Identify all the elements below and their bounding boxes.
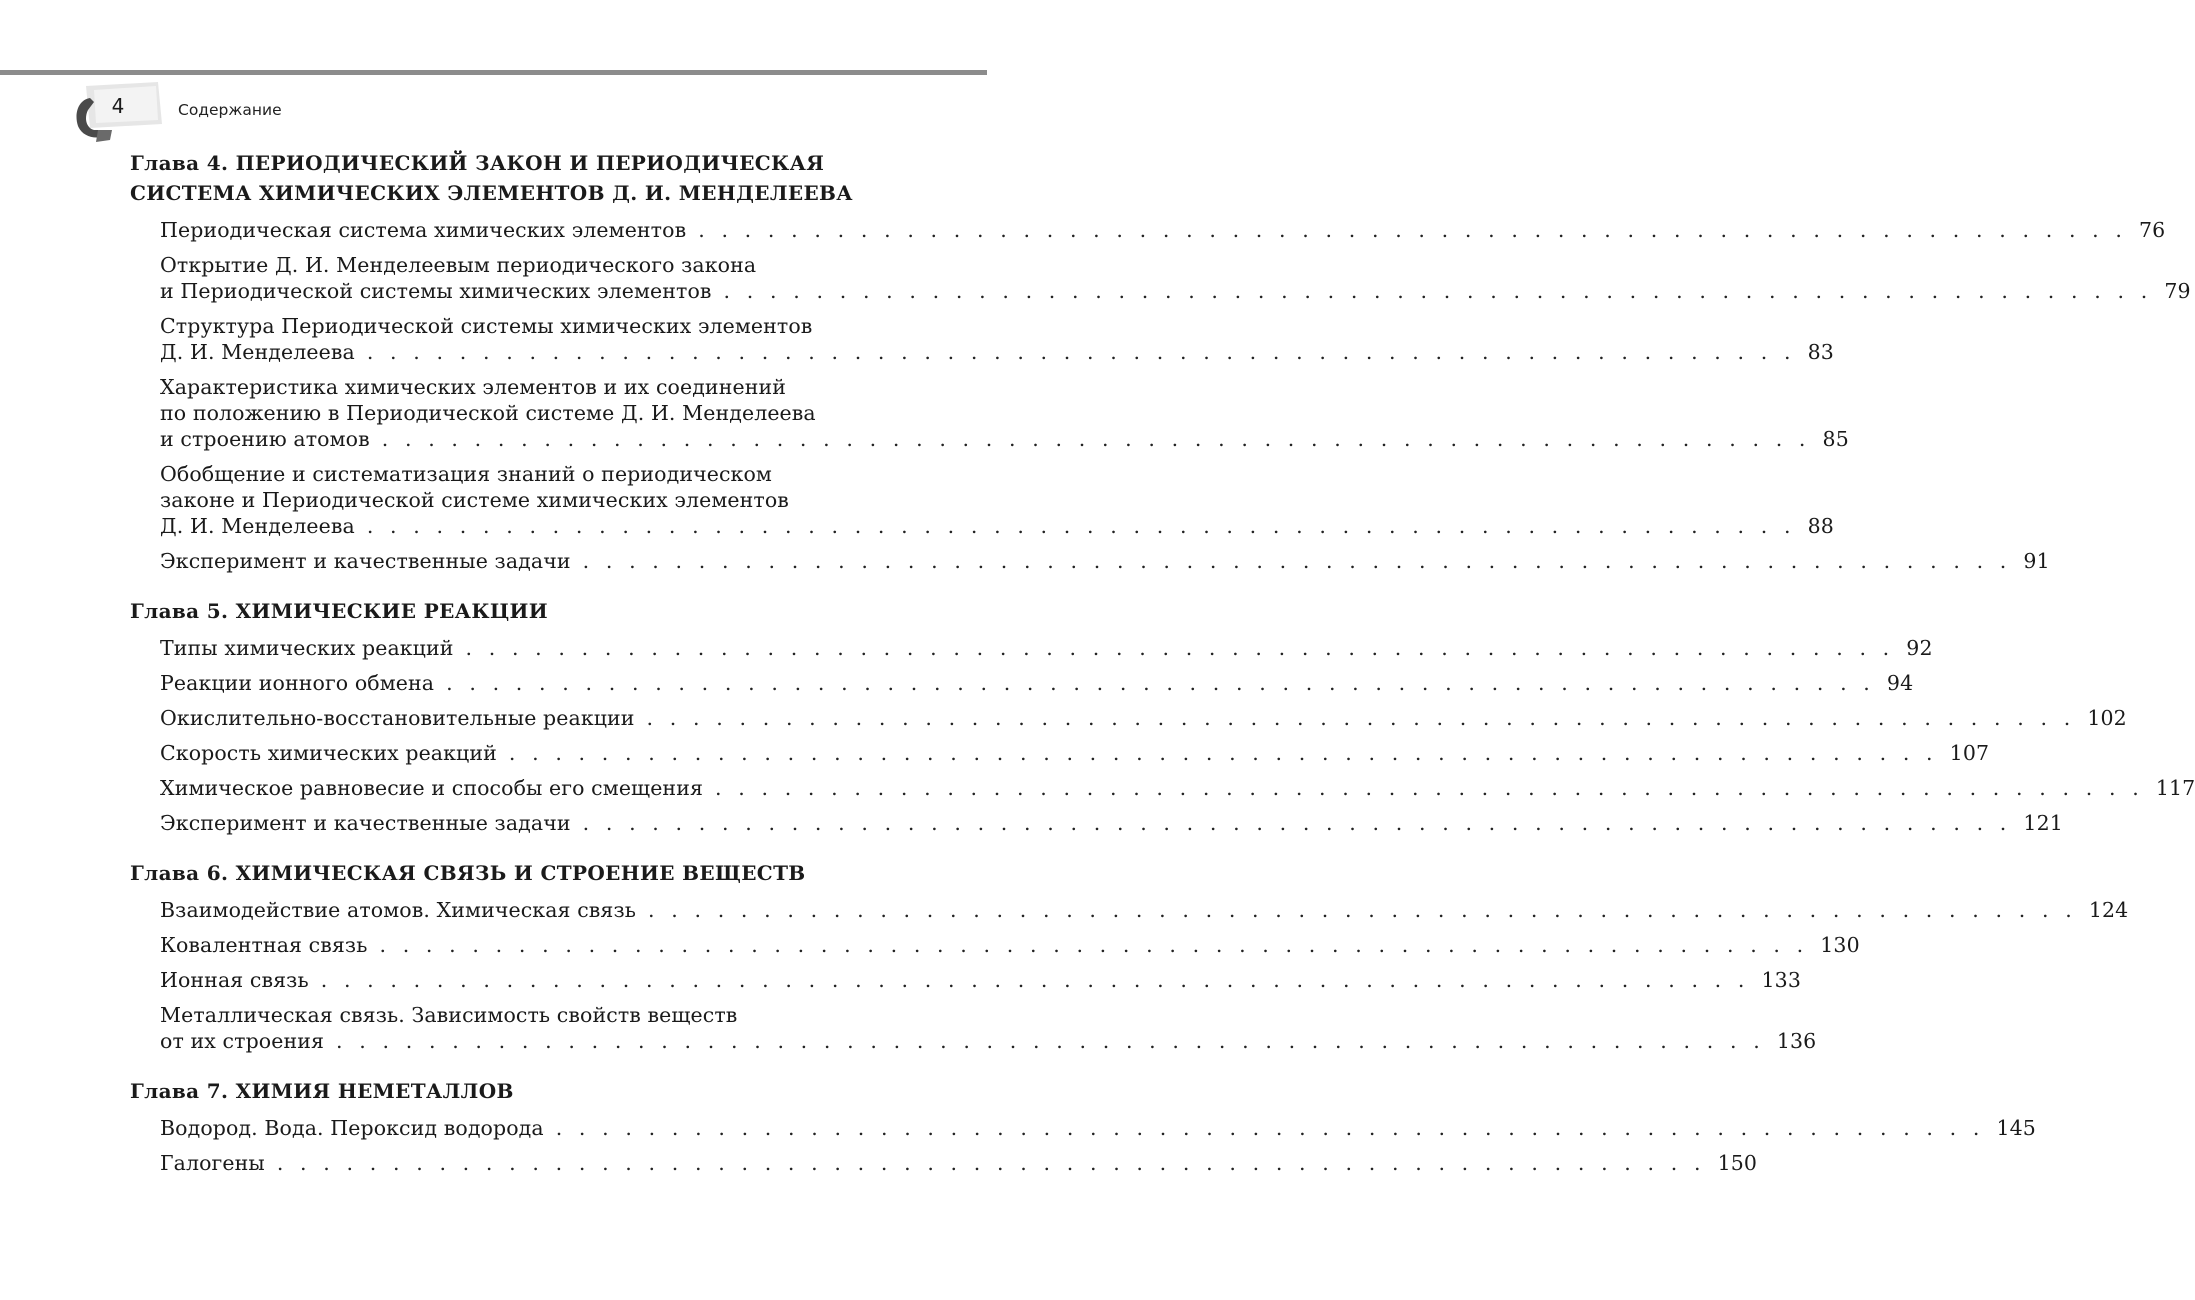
entry-title-line: Водород. Вода. Пероксид водорода xyxy=(160,1115,544,1140)
page-number: 4 xyxy=(111,94,125,118)
entry-title-line: по положению в Периодической системе Д. И. Менделеева xyxy=(160,400,816,425)
toc-entry[interactable] xyxy=(160,456,1834,543)
entry-title-line: и строению атомов xyxy=(160,426,370,451)
entry-page-number: 88 xyxy=(1807,513,1834,538)
entry-last-line xyxy=(160,278,2191,304)
entry-title-line: Металлическая связь. Зависимость свойств веществ xyxy=(160,1002,738,1027)
toc-entry[interactable] xyxy=(160,369,1849,456)
entry-last-line xyxy=(160,967,1801,993)
entry-page-number: 79 xyxy=(2164,278,2191,303)
entry-last-line xyxy=(160,705,2127,731)
entry-title-line: законе и Периодической системе химических элементов xyxy=(160,487,789,512)
toc-entry[interactable] xyxy=(160,892,2129,927)
chapter-title xyxy=(130,1076,886,1106)
entry-title-line: Открытие Д. И. Менделеевым периодического закона xyxy=(160,252,757,277)
entry-title-line: от их строения xyxy=(160,1028,325,1053)
dot-leader: . . . . . . . . . . . . . . . . . . . . . . . . . . . . . . . . . . . . . . . . . . . . . . . . . . . . . . . . . . . . . . xyxy=(381,426,1811,451)
entry-title-line: Д. И. Менделеева xyxy=(160,339,355,364)
entry-title-line: Химическое равновесие и способы его смещения xyxy=(160,775,703,800)
dot-leader: . . . . . . . . . . . . . . . . . . . . . . . . . . . . . . . . . . . . . . . . . . . . . . . . . . . . . . . . . . . . . . xyxy=(646,705,2076,730)
chapter-title-line: Глава 7. ХИМИЯ НЕМЕТАЛЛОВ xyxy=(130,1079,514,1103)
entry-page-number: 130 xyxy=(1820,932,1860,957)
dot-leader: . . . . . . . . . . . . . . . . . . . . . . . . . . . . . . . . . . . . . . . . . . . . . . . . . . . . . . . . . . . . . . xyxy=(320,967,1750,992)
entry-page-number: 92 xyxy=(1906,635,1933,660)
entry-title-line: Типы химических реакций xyxy=(160,635,454,660)
entry-page-number: 76 xyxy=(2139,217,2166,242)
toc-entry[interactable] xyxy=(160,543,2050,578)
entry-last-line xyxy=(160,513,1834,539)
chapter-title xyxy=(130,148,886,208)
entry-last-line xyxy=(160,426,1849,452)
entry-title-line: Реакции ионного обмена xyxy=(160,670,435,695)
entry-last-line xyxy=(160,740,1990,766)
toc-chapter xyxy=(130,1076,2036,1180)
entry-page-number: 83 xyxy=(1807,339,1834,364)
chapter-title-line: Глава 5. ХИМИЧЕСКИЕ РЕАКЦИИ xyxy=(130,599,549,623)
toc-entry[interactable] xyxy=(160,805,2063,840)
entry-last-line xyxy=(160,670,1914,696)
toc-entry[interactable] xyxy=(160,1145,1758,1180)
entry-page-number: 145 xyxy=(1996,1115,2036,1140)
entry-page-number: 124 xyxy=(2088,897,2129,922)
chapter-title xyxy=(130,596,886,626)
entry-title-line: Д. И. Менделеева xyxy=(160,513,355,538)
dot-leader: . . . . . . . . . . . . . . . . . . . . . . . . . . . . . . . . . . . . . . . . . . . . . . . . . . . . . . . . . . . . . . xyxy=(336,1028,1765,1053)
toc-entry[interactable] xyxy=(160,308,1834,369)
toc-entry[interactable] xyxy=(160,247,2191,308)
toc-chapter xyxy=(130,858,2129,1058)
entry-last-line xyxy=(160,217,2166,243)
entry-title-line: Периодическая система химических элементов xyxy=(160,217,687,242)
dot-leader: . . . . . . . . . . . . . . . . . . . . . . . . . . . . . . . . . . . . . . . . . . . . . . . . . . . . . . . . . . . . . . xyxy=(715,775,2144,800)
page-number-badge xyxy=(72,80,162,148)
toc-entry[interactable] xyxy=(160,962,1801,997)
entry-last-line xyxy=(160,548,2050,574)
dot-leader: . . . . . . . . . . . . . . . . . . . . . . . . . . . . . . . . . . . . . . . . . . . . . . . . . . . . . . . . . . . . . . xyxy=(465,635,1895,660)
entry-last-line xyxy=(160,1115,2036,1141)
entry-title-line: Эксперимент и качественные задачи xyxy=(160,810,571,835)
toc-entry[interactable] xyxy=(160,665,1914,700)
chapter-title-line: Глава 4. ПЕРИОДИЧЕСКИЙ ЗАКОН И ПЕРИОДИЧЕСКАЯ xyxy=(130,151,825,175)
entry-page-number: 107 xyxy=(1949,740,1990,765)
table-of-contents xyxy=(130,148,2195,1198)
toc-entry[interactable] xyxy=(160,700,2127,735)
dot-leader: . . . . . . . . . . . . . . . . . . . . . . . . . . . . . . . . . . . . . . . . . . . . . . . . . . . . . . . . . . . . . . xyxy=(508,740,1938,765)
entry-title-line: и Периодической системы химических элементов xyxy=(160,278,712,303)
running-head: Содержание xyxy=(178,101,282,119)
entry-title-line: Обобщение и систематизация знаний о периодическом xyxy=(160,461,772,486)
dot-leader: . . . . . . . . . . . . . . . . . . . . . . . . . . . . . . . . . . . . . . . . . . . . . . . . . . . . . . . . . . . . . . xyxy=(723,278,2153,303)
toc-entry[interactable] xyxy=(160,770,2195,805)
dot-leader: . . . . . . . . . . . . . . . . . . . . . . . . . . . . . . . . . . . . . . . . . . . . . . . . . . . . . . . . . . . . . . xyxy=(366,513,1796,538)
dot-leader: . . . . . . . . . . . . . . . . . . . . . . . . . . . . . . . . . . . . . . . . . . . . . . . . . . . . . . . . . . . . . . xyxy=(582,810,2012,835)
entry-page-number: 91 xyxy=(2023,548,2050,573)
entry-page-number: 121 xyxy=(2023,810,2063,835)
entry-last-line xyxy=(160,810,2063,836)
entry-last-line xyxy=(160,775,2195,801)
entry-page-number: 150 xyxy=(1717,1150,1758,1175)
toc-chapter xyxy=(130,596,2195,840)
dot-leader: . . . . . . . . . . . . . . . . . . . . . . . . . . . . . . . . . . . . . . . . . . . . . . . . . . . . . . . . . . . . . . xyxy=(276,1150,1706,1175)
dot-leader: . . . . . . . . . . . . . . . . . . . . . . . . . . . . . . . . . . . . . . . . . . . . . . . . . . . . . . . . . . . . . . xyxy=(446,670,1875,695)
entry-title-line: Структура Периодической системы химических элементов xyxy=(160,313,813,338)
dot-leader: . . . . . . . . . . . . . . . . . . . . . . . . . . . . . . . . . . . . . . . . . . . . . . . . . . . . . . . . . . . . . . xyxy=(698,217,2128,242)
toc-entry[interactable] xyxy=(160,1110,2036,1145)
header-rule xyxy=(0,70,987,75)
entry-title-line: Ионная связь xyxy=(160,967,309,992)
dot-leader: . . . . . . . . . . . . . . . . . . . . . . . . . . . . . . . . . . . . . . . . . . . . . . . . . . . . . . . . . . . . . . xyxy=(555,1115,1985,1140)
entry-title-line: Галогены xyxy=(160,1150,265,1175)
entry-title-line: Скорость химических реакций xyxy=(160,740,497,765)
toc-chapter xyxy=(130,148,2191,578)
entry-title-line: Взаимодействие атомов. Химическая связь xyxy=(160,897,636,922)
entry-page-number: 85 xyxy=(1822,426,1849,451)
entry-page-number: 133 xyxy=(1761,967,1801,992)
entry-title-line: Характеристика химических элементов и их соединений xyxy=(160,374,786,399)
chapter-title-line: Глава 6. ХИМИЧЕСКАЯ СВЯЗЬ И СТРОЕНИЕ ВЕЩЕСТВ xyxy=(130,861,806,885)
toc-entry[interactable] xyxy=(160,997,1817,1058)
dot-leader: . . . . . . . . . . . . . . . . . . . . . . . . . . . . . . . . . . . . . . . . . . . . . . . . . . . . . . . . . . . . . . xyxy=(648,897,2077,922)
dot-leader: . . . . . . . . . . . . . . . . . . . . . . . . . . . . . . . . . . . . . . . . . . . . . . . . . . . . . . . . . . . . . . xyxy=(379,932,1809,957)
toc-entry[interactable] xyxy=(160,630,1933,665)
entry-title-line: Ковалентная связь xyxy=(160,932,368,957)
toc-entry[interactable] xyxy=(160,212,2166,247)
chapter-title-line: СИСТЕМА ХИМИЧЕСКИХ ЭЛЕМЕНТОВ Д. И. МЕНДЕЛЕЕВА xyxy=(130,181,853,205)
entry-last-line xyxy=(160,1028,1817,1054)
entry-last-line xyxy=(160,932,1860,958)
chapter-title xyxy=(130,858,886,888)
entry-last-line xyxy=(160,1150,1758,1176)
entry-title-line: Эксперимент и качественные задачи xyxy=(160,548,571,573)
entry-page-number: 102 xyxy=(2087,705,2127,730)
entry-last-line xyxy=(160,635,1933,661)
toc-entry[interactable] xyxy=(160,735,1990,770)
dot-leader: . . . . . . . . . . . . . . . . . . . . . . . . . . . . . . . . . . . . . . . . . . . . . . . . . . . . . . . . . . . . . . xyxy=(366,339,1796,364)
entry-title-line: Окислительно-восстановительные реакции xyxy=(160,705,635,730)
entry-page-number: 136 xyxy=(1776,1028,1817,1053)
entry-last-line xyxy=(160,339,1834,365)
entry-page-number: 117 xyxy=(2155,775,2195,800)
entry-last-line xyxy=(160,897,2129,923)
dot-leader: . . . . . . . . . . . . . . . . . . . . . . . . . . . . . . . . . . . . . . . . . . . . . . . . . . . . . . . . . . . . . . xyxy=(582,548,2012,573)
toc-entry[interactable] xyxy=(160,927,1860,962)
entry-page-number: 94 xyxy=(1886,670,1914,695)
